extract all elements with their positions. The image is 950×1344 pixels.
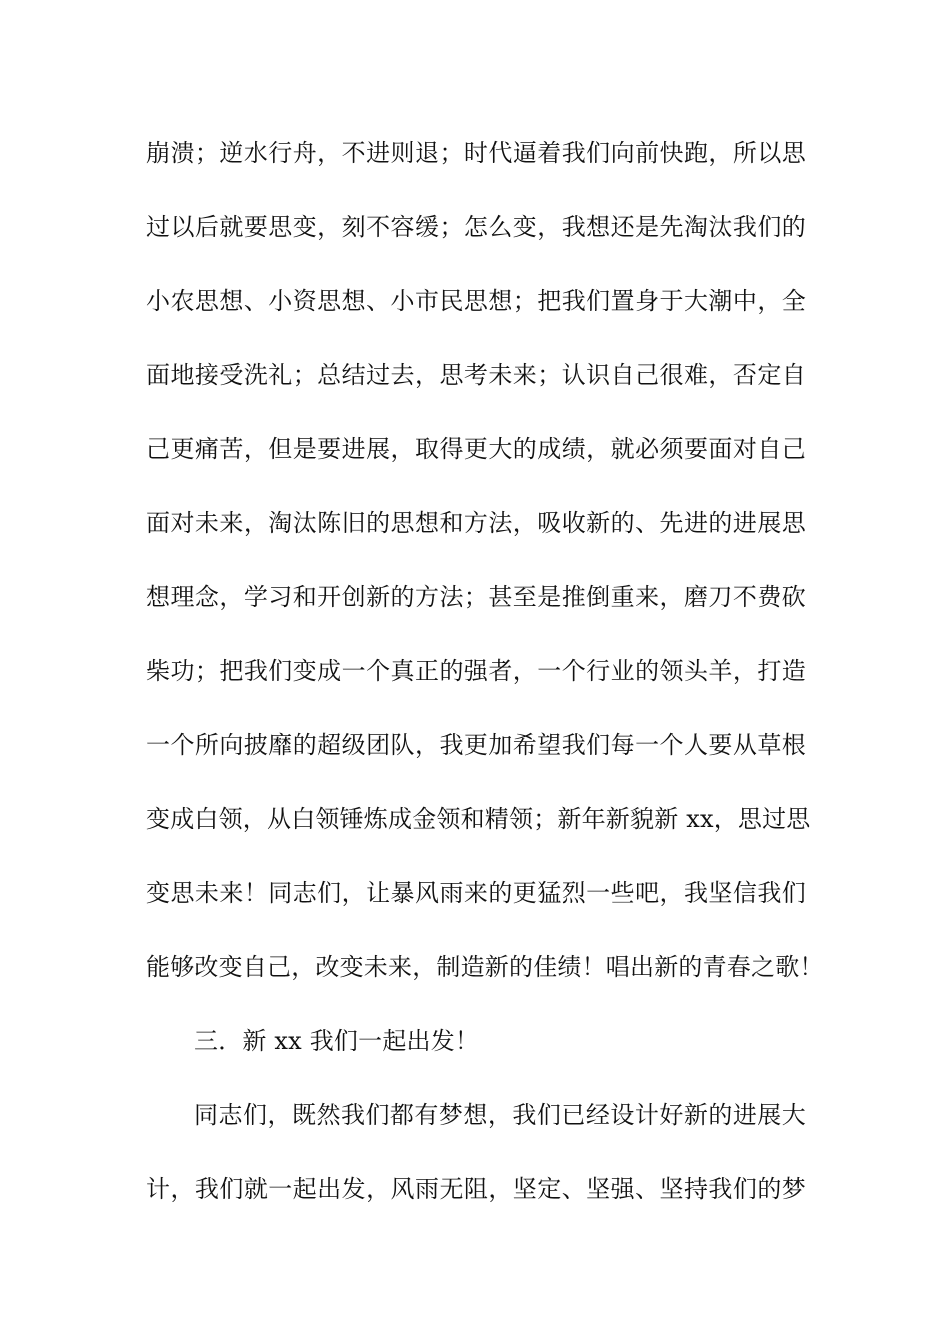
text-line: 柴功；把我们变成一个真正的强者，一个行业的领头羊，打造 [146, 657, 806, 685]
text-line: 崩溃；逆水行舟，不进则退；时代逼着我们向前快跑，所以思 [146, 139, 806, 167]
text-line: 己更痛苦，但是要进展，取得更大的成绩，就必须要面对自己 [146, 435, 806, 463]
text-line: 想理念，学习和开创新的方法；甚至是推倒重来，磨刀不费砍 [146, 583, 806, 611]
text-line: 同志们，既然我们都有梦想，我们已经设计好新的进展大 [194, 1101, 806, 1129]
text-line: 一个所向披靡的超级团队，我更加希望我们每一个人要从草根 [146, 731, 806, 759]
text-line: 变思未来！同志们，让暴风雨来的更猛烈一些吧，我坚信我们 [146, 879, 806, 907]
text-line: 能够改变自己，改变未来，制造新的佳绩！唱出新的青春之歌！ [146, 953, 824, 981]
text-line: 面对未来，淘汰陈旧的思想和方法，吸收新的、先进的进展思 [146, 509, 806, 537]
text-line: 面地接受洗礼；总结过去，思考未来；认识自己很难，否定自 [146, 361, 806, 389]
section-heading: 三．新 xx 我们一起出发！ [194, 1027, 480, 1055]
text-line: 小农思想、小资思想、小市民思想；把我们置身于大潮中，全 [146, 287, 806, 315]
text-line: 变成白领，从白领锤炼成金领和精领；新年新貌新 xx，思过思 [146, 805, 811, 833]
text-line: 计，我们就一起出发，风雨无阻，坚定、坚强、坚持我们的梦 [146, 1175, 806, 1203]
text-line: 过以后就要思变，刻不容缓；怎么变，我想还是先淘汰我们的 [146, 213, 806, 241]
